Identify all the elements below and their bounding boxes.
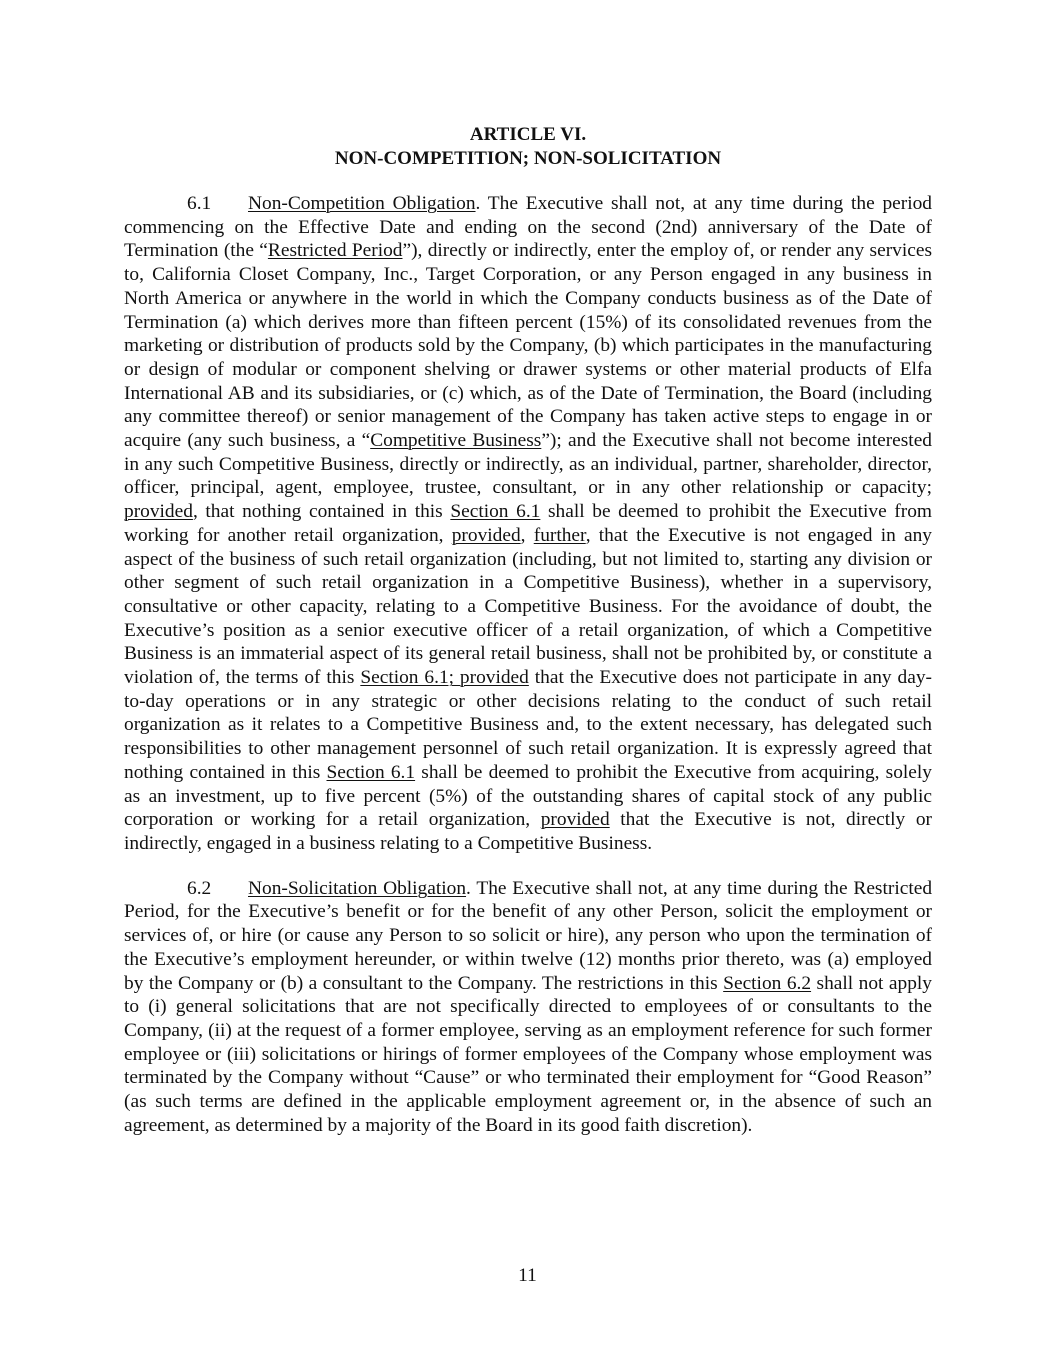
section-reference: Section 6.1: [326, 761, 416, 783]
section-6-1-text: . The Executive shall not, at any time during the period commencing on the Effective Date and ending on the second (2nd) anniversary of the Date of Termination (the “: [124, 193, 933, 262]
article-number: ARTICLE VI.: [469, 124, 587, 145]
section-6-1-paragraph: [124, 192, 932, 856]
section-6-1-heading: Non-Competition Obligation: [248, 193, 476, 214]
section-6-1-number: 6.1: [187, 193, 212, 214]
section-reference: Section 6.1; provided: [360, 667, 529, 689]
section-6-2-number: 6.2: [187, 877, 212, 899]
section-6-2-heading: Non-Solicitation Obligation: [248, 877, 467, 899]
section-6-1-text: ”), directly or indirectly, enter the employ of, or render any services to, California Closet Company, Inc., Target Corporation, or any Person engaged in any business in North America or anywhere in the world in which the Company conducts business as of the Date of Termination (a) which derives more than fifteen percent (15%) of its consolidated revenues from the marketing or distribution of products sold by the Company, (b) which participates in the manufacturing or design of modular or component shelving or drawer systems or other material products of Elfa International AB and its subsidiaries, or (c) which, as of the Date of Termination, the Board (including any committee thereof) or senior management of the Company has taken active steps to engage in or acquire (any such business, a “: [124, 240, 932, 452]
defined-term-competitive-business: Competitive Business: [370, 430, 542, 452]
section-6-1-text: ,: [520, 524, 534, 546]
section-6-1-text: , that the Executive is not engaged in any aspect of the business of such retail organization (including, but not limited to, starting any division or other segment of such retail organization in a Competitive Business), whether in a supervisory, consultative or other capacity, relating to a Competitive Business. For the avoidance of doubt, the Executive’s position as a senior executive officer of a retail organization, of which a Competitive Business is an immaterial aspect of its general retail business, shall not be prohibited by, or constitute a violation of, the terms of this: [124, 524, 932, 689]
document-page: [124, 123, 932, 1137]
article-title: NON-COMPETITION; NON-SOLICITATION: [334, 148, 722, 169]
proviso-term: provided: [451, 524, 521, 546]
section-6-1-text: , that nothing contained in this: [192, 501, 451, 523]
page-number: 11: [518, 1265, 537, 1286]
section-6-1-text: shall be deemed to prohibit the Executive from working for another retail organization,: [124, 501, 932, 546]
section-6-2-text: shall not apply to (i) general solicitations that are not specifically directed to employees of or consultants to the Company, (ii) at the request of a former employee, serving as an employment reference for such former employee or (iii) solicitations or hirings of former employees of the Company whose employment was terminated by the Company without “Cause” or who terminated their employment for “Good Reason” (as such terms are defined in the applicable employment agreement or, in the absence of such an agreement, as determined by a majority of the Board in its good faith discretion).: [124, 972, 932, 1136]
section-6-1-text: ”); and the Executive shall not become interested in any such Competitive Business, directly or indirectly, as an individual, partner, shareholder, director, officer, principal, agent, employee, trustee, consultant, or in any other relationship or capacity;: [124, 430, 932, 499]
section-reference: Section 6.1: [450, 501, 541, 523]
proviso-term: provided: [540, 809, 610, 831]
section-6-2-paragraph: [124, 877, 932, 1138]
section-6-1-text: shall be deemed to prohibit the Executive from acquiring, solely as an investment, up to five percent (5%) of the outstanding shares of capital stock of any public corporation or working for a retail organization,: [124, 761, 932, 831]
proviso-term: provided: [124, 501, 193, 523]
section-6-1-text: that the Executive is not, directly or indirectly, engaged in a business relating to a Competitive Business.: [124, 809, 932, 854]
section-6-1-text: that the Executive does not participate in any day-to-day operations or in any strategic or other decisions relating to the conduct of such retail organization as it relates to a Competitive Business and, to the extent necessary, has delegated such responsibilities to other management personnel of such retail organization. It is expressly agreed that nothing contained in this: [124, 667, 932, 783]
section-reference: Section 6.2: [723, 972, 812, 994]
article-heading: [124, 123, 932, 171]
section-6-2-text: . The Executive shall not, at any time during the Restricted Period, for the Executive’s benefit or for the benefit of any other Person, solicit the employment or services of, or hire (or cause any Person to so solicit or hire), any person who upon the termination of the Executive’s employment hereunder, or within twelve (12) months prior thereto, was (a) employed by the Company or (b) a consultant to the Company. The restrictions in this: [124, 877, 933, 994]
defined-term-restricted-period: Restricted Period: [267, 240, 403, 262]
proviso-term: further: [533, 524, 586, 546]
